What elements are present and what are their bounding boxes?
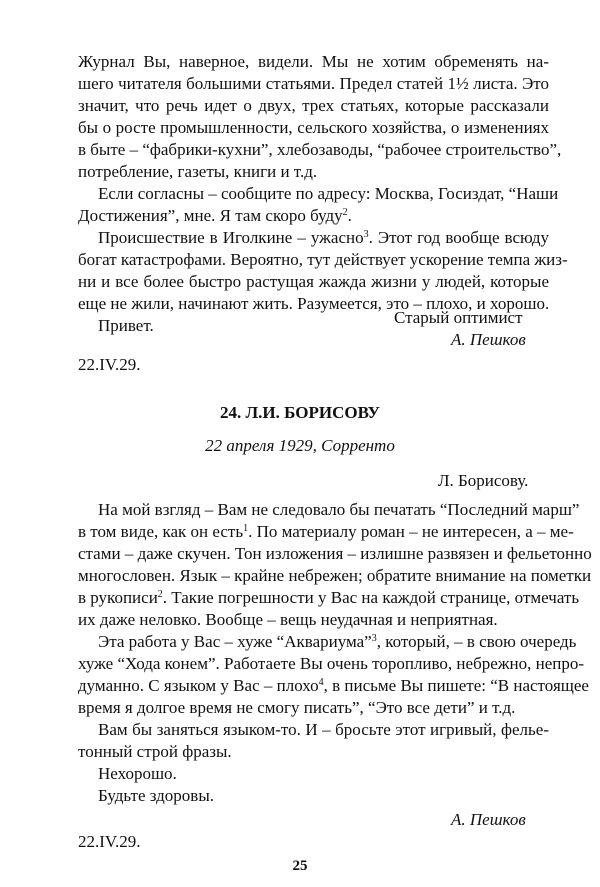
text-line: Вам бы заняться языком-то. И – бросьте этот игривый, фелье- [98,720,549,739]
text-line: тонный строй фразы. [78,742,232,761]
text-fragment: . Такие погрешности у Вас на каждой странице, отмечать [162,588,580,607]
text-line: На мой взгляд – Вам не следовало бы печатать “Последний марш” [98,500,580,519]
letter-heading: 24. Л.И. БОРИСОВУ [219,403,381,422]
signature: А. Пешков [451,330,526,349]
signature: А. Пешков [451,810,526,829]
text-line: потребление, газеты, книги и т.д. [78,162,318,181]
text-line: их даже неловко. Вообще – вещь неудачная и неприятная. [78,610,498,629]
text-line: ни и все более быстро растущая жажда жизни у людей, которые [78,272,549,291]
text-line: шего читателя большими статьями. Предел статей 1½ листа. Это [78,74,549,93]
text-fragment: думанно. С языком у Вас – плохо [78,676,319,695]
text-line [78,676,589,696]
closing-line: Старый оптимист [394,308,523,327]
text-fragment: в том виде, как он есть [78,522,244,541]
text-line: Журнал Вы, наверное, видели. Мы не хотим обременять на- [78,52,549,71]
text-line: время я долгое время не смогу писать”, “Это все дети” и т.д. [78,698,516,717]
text-fragment: . По материалу роман – не интересен, а – ме- [248,522,574,541]
text-fragment: в рукописи [78,588,158,607]
text-line [78,588,580,608]
text-fragment: , в письме Вы пишете: “В настоящее [323,676,589,695]
footnote-marker: 2 [342,207,348,218]
letter-date: 22.IV.29. [78,832,141,851]
footnote-marker: 1 [243,523,249,534]
text-line [78,522,574,542]
footnote-marker: 4 [318,677,324,688]
footnote-marker: 3 [371,633,377,644]
dateline: 22 апреля 1929, Сорренто [205,436,395,455]
text-fragment: . Этот год вообще всюду [368,228,550,247]
page-number: 25 [292,858,308,874]
text-line [98,228,549,248]
text-line: Нехорошо. [98,764,177,783]
text-line [78,206,352,226]
addressee: Л. Борисову. [438,471,529,490]
text-line: еще не жили, начинают жить. Разумеется, это – плохо, и хорошо. [78,294,550,313]
text-line: стами – даже скучен. Тон изложения – излишне развязен и фельетонно [78,544,592,563]
text-line: богат катастрофами. Вероятно, тут действует ускорение темпа жиз- [78,250,568,269]
text-line: Будьте здоровы. [98,786,215,805]
text-line: Привет. [98,316,154,335]
text-fragment: Эта работа у Вас – хуже “Аквариума” [98,632,372,651]
text-line [98,632,577,652]
text-line: многословен. Язык – крайне небрежен; обратите внимание на пометки [78,566,592,585]
text-fragment: Достижения”, мне. Я там скоро буду [78,206,343,225]
text-line: значит, что речь идет о двух, трех статьях, которые рассказали [78,96,549,115]
text-fragment: . [347,206,352,225]
text-fragment: Происшествие в Иголкине – ужасно [98,228,364,247]
letter-date: 22.IV.29. [78,355,141,374]
footnote-marker: 3 [363,229,369,240]
text-line: Если согласны – сообщите по адресу: Москва, Госиздат, “Наши [98,184,559,203]
text-line: бы о росте промышленности, сельского хозяйства, о изменениях [78,118,549,137]
text-fragment: , который, – в свою очередь [376,632,577,651]
footnote-marker: 2 [157,589,163,600]
text-line: хуже “Хода конем”. Работаете Вы очень торопливо, небрежно, непро- [78,654,585,673]
text-line: в быте – “фабрики-кухни”, хлебозаводы, “рабочее строительство”, [78,140,562,159]
